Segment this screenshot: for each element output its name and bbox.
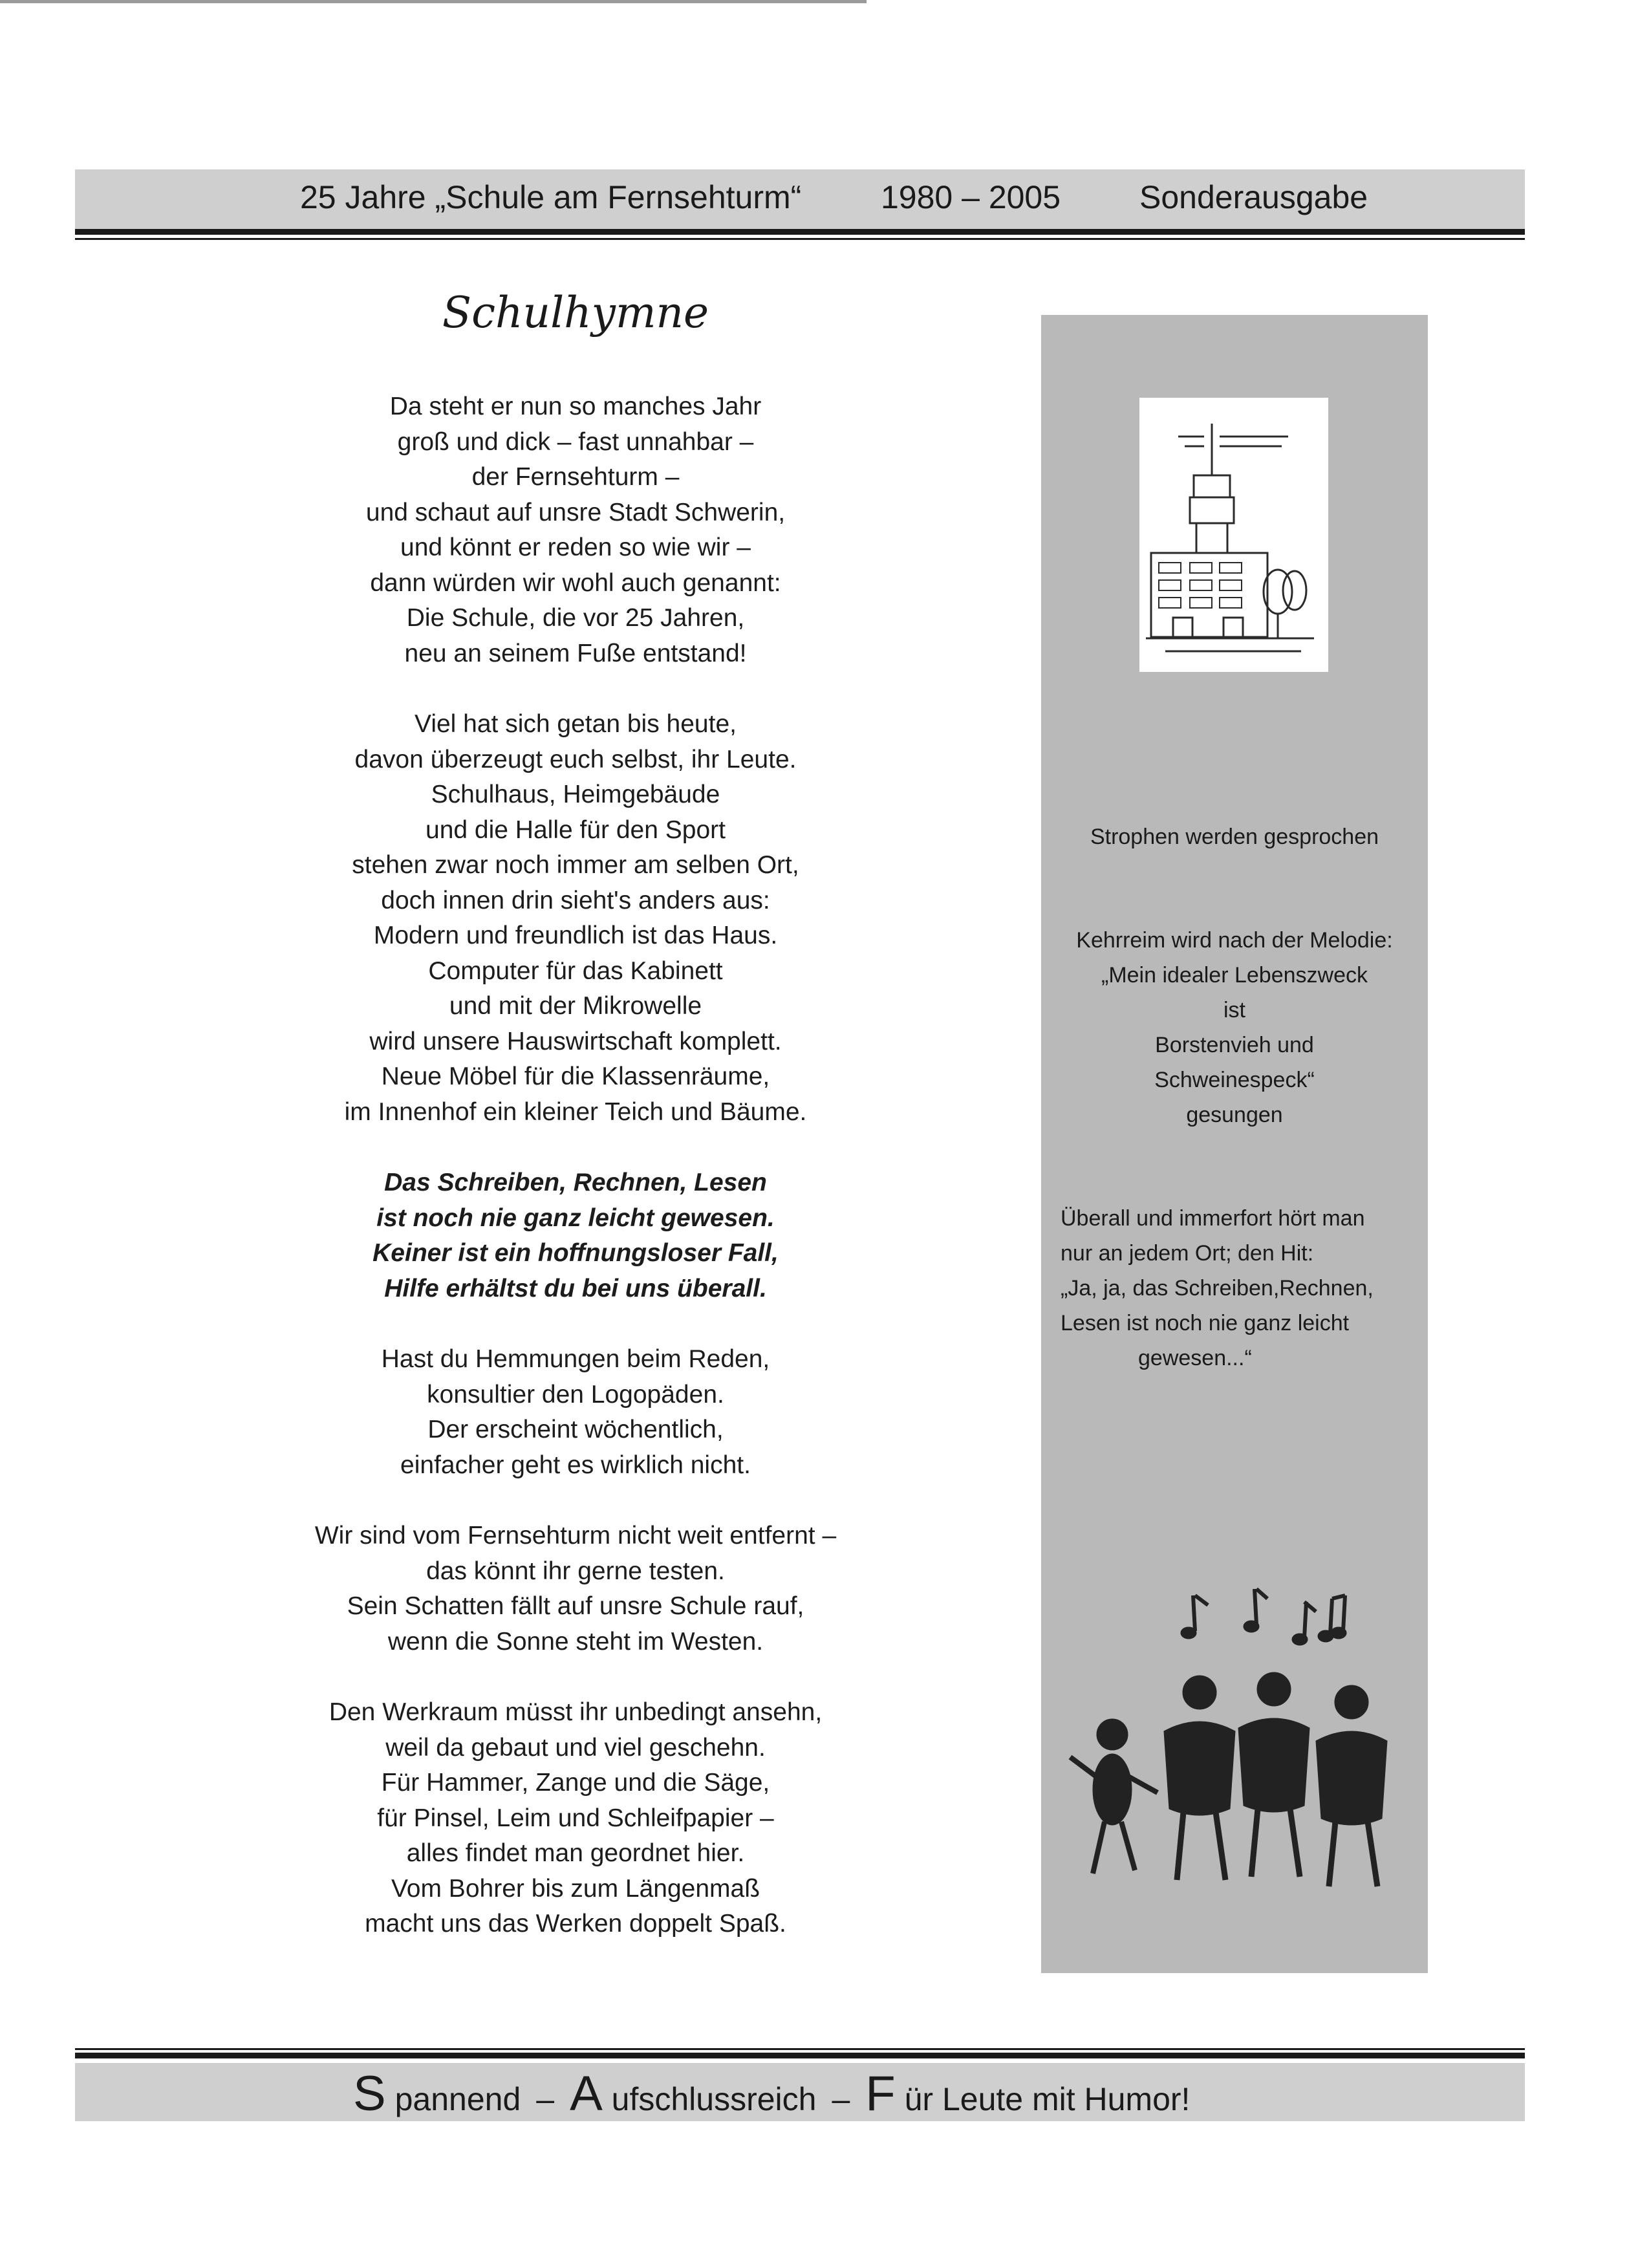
poem-stanza: [213, 389, 938, 671]
poem-line: Hast du Hemmungen beim Reden,: [381, 1345, 770, 1373]
poem-line: Der erscheint wöchentlich,: [427, 1416, 724, 1443]
slogan-initial: A: [570, 2066, 603, 2121]
poem-line: Schulhaus, Heimgebäude: [431, 781, 720, 808]
poem-line: alles findet man geordnet hier.: [406, 1839, 745, 1867]
slogan-word: ufschlussreich: [602, 2081, 817, 2117]
note-line: ist: [1223, 998, 1245, 1022]
poem-stanza: [213, 1695, 938, 1942]
note-line: „Mein idealer Lebenszweck: [1101, 963, 1368, 988]
poem-chorus: [213, 1165, 938, 1306]
slogan-separator: –: [832, 2081, 850, 2117]
note-line: Kehrreim wird nach der Melodie:: [1076, 928, 1393, 953]
singing-children-icon: [1061, 1582, 1410, 1906]
header-edition: Sonderausgabe: [1139, 179, 1368, 215]
poem-line: Das Schreiben, Rechnen, Lesen: [384, 1169, 767, 1196]
poem-line: neu an seinem Fuße entstand!: [404, 639, 747, 667]
side-panel: [1041, 315, 1428, 1973]
header-years: 1980 – 2005: [881, 179, 1061, 215]
poem-line: macht uns das Werken doppelt Spaß.: [365, 1910, 786, 1938]
tv-tower-school-icon: [1139, 398, 1328, 672]
note-line: Schweinespeck“: [1154, 1068, 1315, 1092]
note-line: „Ja, ja, das Schreiben,Rechnen,: [1061, 1276, 1374, 1301]
poem-line: konsultier den Logopäden.: [427, 1380, 724, 1409]
poem-line: der Fernsehturm –: [471, 463, 680, 491]
poem-line: und die Halle für den Sport: [426, 815, 726, 844]
poem-line: Den Werkraum müsst ihr unbedingt ansehn,: [329, 1698, 823, 1726]
poem-line: groß und dick – fast unnahbar –: [397, 427, 754, 456]
poem-line: Die Schule, die vor 25 Jahren,: [406, 604, 745, 632]
poem-line: ist noch nie ganz leicht gewesen.: [376, 1204, 775, 1232]
poem-line: doch innen drin sieht's anders aus:: [381, 886, 770, 914]
note-line: nur an jedem Ort; den Hit:: [1061, 1241, 1314, 1266]
poem-stanza: [213, 1518, 938, 1659]
poem-line: Neue Möbel für die Klassenräume,: [381, 1063, 770, 1090]
header-rule-thin: [75, 238, 1525, 240]
poem-line: das könnt ihr gerne testen.: [426, 1557, 725, 1585]
poem-line: stehen zwar noch immer am selben Ort,: [352, 851, 799, 879]
footer-band: [75, 2063, 1525, 2121]
poem: [213, 389, 938, 1978]
header-title: 25 Jahre „Schule am Fernsehturm“: [300, 179, 802, 215]
poem-line: und schaut auf unsre Stadt Schwerin,: [365, 498, 786, 526]
poem-line: Vom Bohrer bis zum Längenmaß: [391, 1874, 760, 1903]
poem-line: Sein Schatten fällt auf unsre Schule rauf,: [347, 1592, 804, 1620]
header-rule-thick: [75, 229, 1525, 235]
poem-line: für Pinsel, Leim und Schleifpapier –: [377, 1804, 774, 1832]
note-line: Lesen ist noch nie ganz leicht: [1061, 1311, 1350, 1335]
poem-line: dann würden wir wohl auch genannt:: [370, 568, 781, 597]
poem-line: Viel hat sich getan bis heute,: [415, 710, 737, 738]
note-line: gewesen...“: [1138, 1346, 1252, 1370]
footer-slogan: [353, 2066, 1190, 2122]
poem-line: davon überzeugt euch selbst, ihr Leute.: [354, 745, 797, 773]
poem-stanza: [213, 707, 938, 1130]
poem-line: Computer für das Kabinett: [428, 956, 723, 985]
slogan-initial: S: [353, 2066, 386, 2121]
footer-rule-thick: [75, 2053, 1525, 2058]
poem-line: Da steht er nun so manches Jahr: [389, 393, 762, 420]
footer-rule-thin: [75, 2048, 1525, 2050]
poem-line: Hilfe erhältst du bei uns überall.: [384, 1274, 767, 1302]
poem-line: einfacher geht es wirklich nicht.: [400, 1451, 751, 1479]
poem-line: und mit der Mikrowelle: [449, 992, 702, 1020]
poem-line: Keiner ist ein hoffnungsloser Fall,: [372, 1239, 779, 1267]
note-spoken: Strophen werden gesprochen: [1090, 825, 1379, 849]
header-band: [75, 169, 1525, 229]
slogan-initial: F: [865, 2066, 896, 2121]
scan-edge: [0, 0, 867, 3]
note-line: Überall und immerfort hört man: [1061, 1206, 1365, 1231]
note-line: gesungen: [1186, 1103, 1283, 1127]
note-line: Borstenvieh und: [1155, 1033, 1314, 1057]
slogan-word: pannend: [385, 2081, 521, 2117]
poem-line: und könnt er reden so wie wir –: [400, 534, 751, 561]
poem-line: Modern und freundlich ist das Haus.: [373, 922, 778, 949]
poem-title: Schulhymne: [442, 288, 709, 338]
note-melody: [1041, 923, 1428, 1132]
poem-line: wird unsere Hauswirtschaft komplett.: [369, 1027, 782, 1055]
slogan-separator: –: [536, 2081, 555, 2117]
poem-line: Für Hammer, Zange und die Säge,: [381, 1769, 770, 1797]
poem-stanza: [213, 1342, 938, 1483]
poem-line: Wir sind vom Fernsehturm nicht weit entfernt –: [314, 1522, 837, 1550]
poem-line: wenn die Sonne steht im Westen.: [387, 1627, 764, 1656]
poem-line: im Innenhof ein kleiner Teich und Bäume.: [344, 1097, 807, 1126]
slogan-word: ür Leute mit Humor!: [895, 2081, 1191, 2117]
poem-line: weil da gebaut und viel geschehn.: [385, 1733, 766, 1762]
note-hit: [1061, 1201, 1423, 1376]
